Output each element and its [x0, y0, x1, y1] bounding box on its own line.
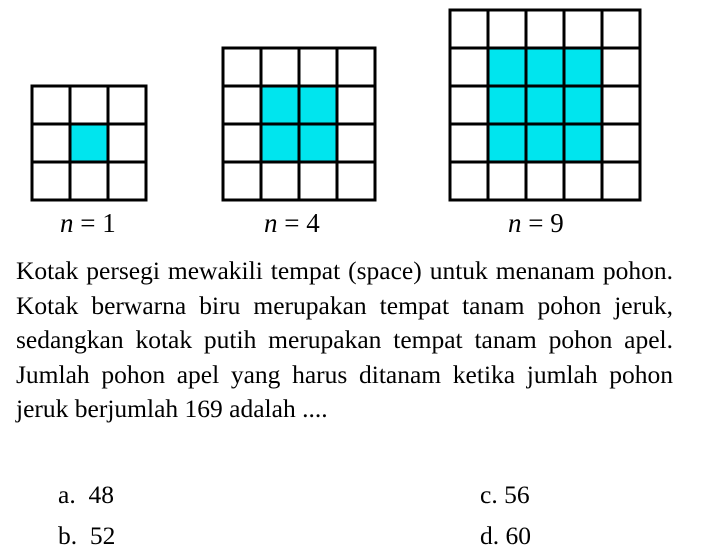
blue-cell [261, 124, 299, 162]
caption-var: n [60, 208, 74, 238]
option-d[interactable] [480, 521, 531, 551]
white-cell [602, 124, 640, 162]
caption-n9 [508, 208, 564, 239]
caption-var: n [508, 208, 522, 238]
option-letter: d. [480, 521, 500, 550]
blue-cell [526, 124, 564, 162]
white-cell [223, 48, 261, 86]
blue-cell [564, 124, 602, 162]
caption-n1 [60, 208, 116, 239]
option-b[interactable] [58, 521, 115, 551]
grid-figure-n4 [221, 46, 383, 208]
white-cell [602, 48, 640, 86]
white-cell [108, 162, 146, 200]
caption-eq: = [528, 208, 544, 238]
question-text: Kotak persegi mewakili tempat (space) untuk menanam pohon. Kotak berwarna biru merupakan tempat tanam pohon jeruk, sedangkan kotak putih merupakan tempat tanam pohon apel. Jumlah pohon apel yang harus ditanam ketika jumlah pohon jeruk berjumlah 169 adalah .... [16, 256, 673, 423]
grid-figure-n9 [448, 8, 648, 208]
caption-eq: = [80, 208, 96, 238]
white-cell [108, 124, 146, 162]
option-letter: a. [58, 480, 76, 509]
white-cell [602, 86, 640, 124]
white-cell [450, 48, 488, 86]
white-cell [32, 86, 70, 124]
caption-value: 9 [550, 208, 564, 238]
blue-cell [299, 124, 337, 162]
figures-area [0, 0, 706, 250]
white-cell [261, 48, 299, 86]
white-cell [32, 162, 70, 200]
option-value: 60 [505, 521, 531, 550]
white-cell [526, 10, 564, 48]
white-cell [488, 10, 526, 48]
white-cell [299, 48, 337, 86]
white-cell [488, 162, 526, 200]
white-cell [337, 86, 375, 124]
blue-cell [299, 86, 337, 124]
white-cell [564, 162, 602, 200]
white-cell [223, 124, 261, 162]
option-value: 48 [88, 480, 114, 509]
white-cell [602, 162, 640, 200]
blue-cell [70, 124, 108, 162]
blue-cell [261, 86, 299, 124]
white-cell [526, 162, 564, 200]
option-letter: b. [58, 521, 78, 550]
white-cell [337, 124, 375, 162]
option-letter: c. [480, 480, 498, 509]
white-cell [223, 86, 261, 124]
blue-cell [526, 48, 564, 86]
grid-figure-n1 [30, 84, 154, 208]
white-cell [450, 124, 488, 162]
blue-cell [488, 124, 526, 162]
caption-n4 [264, 208, 320, 239]
white-cell [70, 86, 108, 124]
blue-cell [564, 48, 602, 86]
white-cell [108, 86, 146, 124]
white-cell [32, 124, 70, 162]
white-cell [299, 162, 337, 200]
white-cell [450, 162, 488, 200]
blue-cell [526, 86, 564, 124]
option-value: 52 [89, 521, 116, 550]
white-cell [223, 162, 261, 200]
white-cell [450, 10, 488, 48]
blue-cell [564, 86, 602, 124]
caption-var: n [264, 208, 278, 238]
white-cell [602, 10, 640, 48]
white-cell [261, 162, 299, 200]
white-cell [337, 48, 375, 86]
option-a[interactable] [58, 480, 114, 510]
white-cell [450, 86, 488, 124]
caption-value: 1 [102, 208, 116, 238]
blue-cell [488, 48, 526, 86]
white-cell [564, 10, 602, 48]
caption-eq: = [284, 208, 300, 238]
white-cell [337, 162, 375, 200]
option-value: 56 [504, 480, 530, 509]
white-cell [70, 162, 108, 200]
blue-cell [488, 86, 526, 124]
caption-value: 4 [306, 208, 320, 238]
option-c[interactable] [480, 480, 530, 510]
